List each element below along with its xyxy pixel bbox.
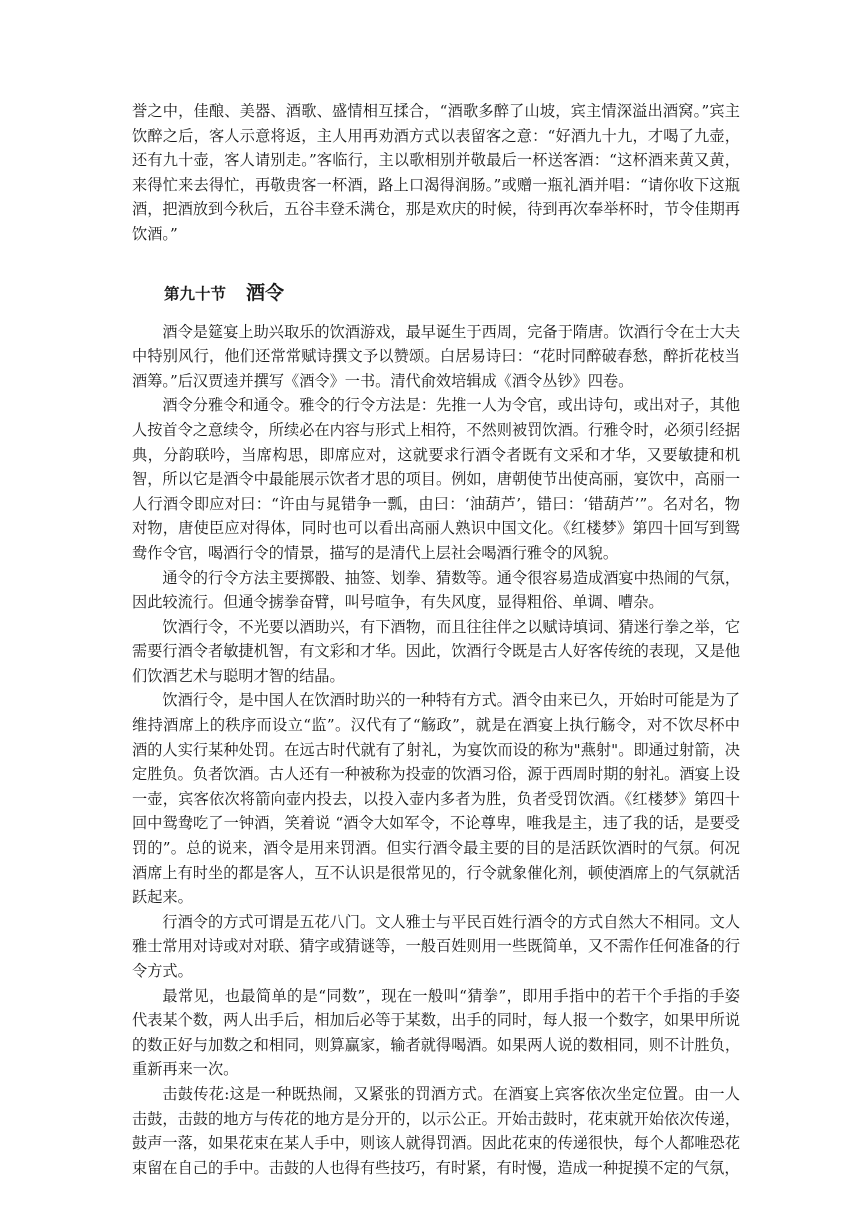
paragraph: 酒令是筵宴上助兴取乐的饮酒游戏，最早诞生于西周，完备于隋唐。饮酒行令在士大夫中特别风行，他们还常常赋诗撰文予以赞颂。白居易诗曰：“花时同醉破春愁，醉折花枝当酒筹。”后汉贾逵并撰写《酒令》一书。清代俞效培辑成《酒令丛钞》四卷。 [132,322,740,390]
paragraph: 通令的行令方法主要掷骰、抽签、划拳、猜数等。通令很容易造成酒宴中热闹的气氛，因此较流行。但通令掳拳奋臂，叫号喧争，有失风度，显得粗俗、单调、嘈杂。 [132,568,740,612]
document-body [132,99,740,1180]
paragraph: 饮酒行令，不光要以酒助兴，有下酒物，而且往往伴之以赋诗填词、猜迷行拳之举，它需要行酒令者敏捷机智，有文彩和才华。因此，饮酒行令既是古人好客传统的表现，又是他们饮酒艺术与聪明才智的结晶。 [132,617,740,685]
section-number: 第九十节 [164,284,227,303]
intro-paragraph: 誉之中，佳酿、美器、酒歌、盛情相互揉合，“酒歌多醉了山坡，宾主情深溢出酒窝。”宾主饮醉之后，客人示意将返，主人用再劝酒方式以表留客之意：“好酒九十九，才喝了九壶，还有九十壶，客人请别走。”客临行，主以歌相别并敬最后一杯送客酒：“这杯酒来黄又黄，来得忙来去得忙，再敬贵客一杯酒，路上口渴得润肠。”或赠一瓶礼酒并唱：“请你收下这瓶酒，把酒放到今秋后，五谷丰登禾满仓，那是欢庆的时候，待到再次奉举杯时，节令佳期再饮酒。” [132,102,740,243]
section-title: 酒令 [246,281,285,304]
paragraph: 击鼓传花:这是一种既热闹，又紧张的罚酒方式。在酒宴上宾客依次坐定位置。由一人击鼓，击鼓的地方与传花的地方是分开的，以示公正。开始击鼓时，花束就开始依次传递，鼓声一落，如果花束在某人手中，则该人就得罚酒。因此花束的传递很快，每个人都唯恐花束留在自己的手中。击鼓的人也得有些技巧，有时紧，有时慢，造成一种捉摸不定的气氛， [132,1084,740,1177]
section-heading [164,281,740,306]
paragraph: 饮酒行令，是中国人在饮酒时助兴的一种特有方式。酒令由来已久，开始时可能是为了维持酒席上的秩序而设立“监”。汉代有了“觞政”，就是在酒宴上执行觞令，对不饮尽杯中酒的人实行某种处罚。在远古时代就有了射礼，为宴饮而设的称为"燕射"。即通过射箭，决定胜负。负者饮酒。古人还有一种被称为投壶的饮酒习俗，源于西周时期的射礼。酒宴上设一壶，宾客依次将箭向壶内投去，以投入壶内多者为胜，负者受罚饮酒。《红楼梦》第四十回中鸳鸯吃了一钟酒，笑着说 “酒令大如军令，不论尊卑，唯我是主，违了我的话，是要受罚的”。总的说来，酒令是用来罚酒。但实行酒令最主要的目的是活跃饮酒时的气氛。何况酒席上有时坐的都是客人，互不认识是很常见的，行令就象催化剂，顿使酒席上的气氛就活跃起来。 [132,691,740,907]
paragraph: 最常见，也最简单的是“同数”，现在一般叫“猜拳”，即用手指中的若干个手指的手姿代表某个数，两人出手后，相加后必等于某数，出手的同时，每人报一个数字，如果甲所说的数正好与加数之和相同，则算赢家，输者就得喝酒。如果两人说的数相同，则不计胜负，重新再来一次。 [132,986,740,1079]
paragraph: 行酒令的方式可谓是五花八门。文人雅士与平民百姓行酒令的方式自然大不相同。文人雅士常用对诗或对对联、猜字或猜谜等，一般百姓则用一些既简单，又不需作任何准备的行令方式。 [132,912,740,980]
paragraph: 酒令分雅令和通令。雅令的行令方法是：先推一人为令官，或出诗句，或出对子，其他人按首令之意续令，所续必在内容与形式上相符，不然则被罚饮酒。行雅令时，必须引经据典，分韵联吟，当席构思，即席应对，这就要求行酒令者既有文采和才华，又要敏捷和机智，所以它是酒令中最能展示饮者才思的项目。例如，唐朝使节出使高丽，宴饮中，高丽一人行酒令即应对曰：“许由与晁错争一瓢，由曰：‘油葫芦’，错曰：‘错葫芦’”。名对名，物对物，唐使臣应对得体，同时也可以看出高丽人熟识中国文化。《红楼梦》第四十回写到鸳鸯作令官，喝酒行令的情景，描写的是清代上层社会喝酒行雅令的风貌。 [132,396,740,562]
